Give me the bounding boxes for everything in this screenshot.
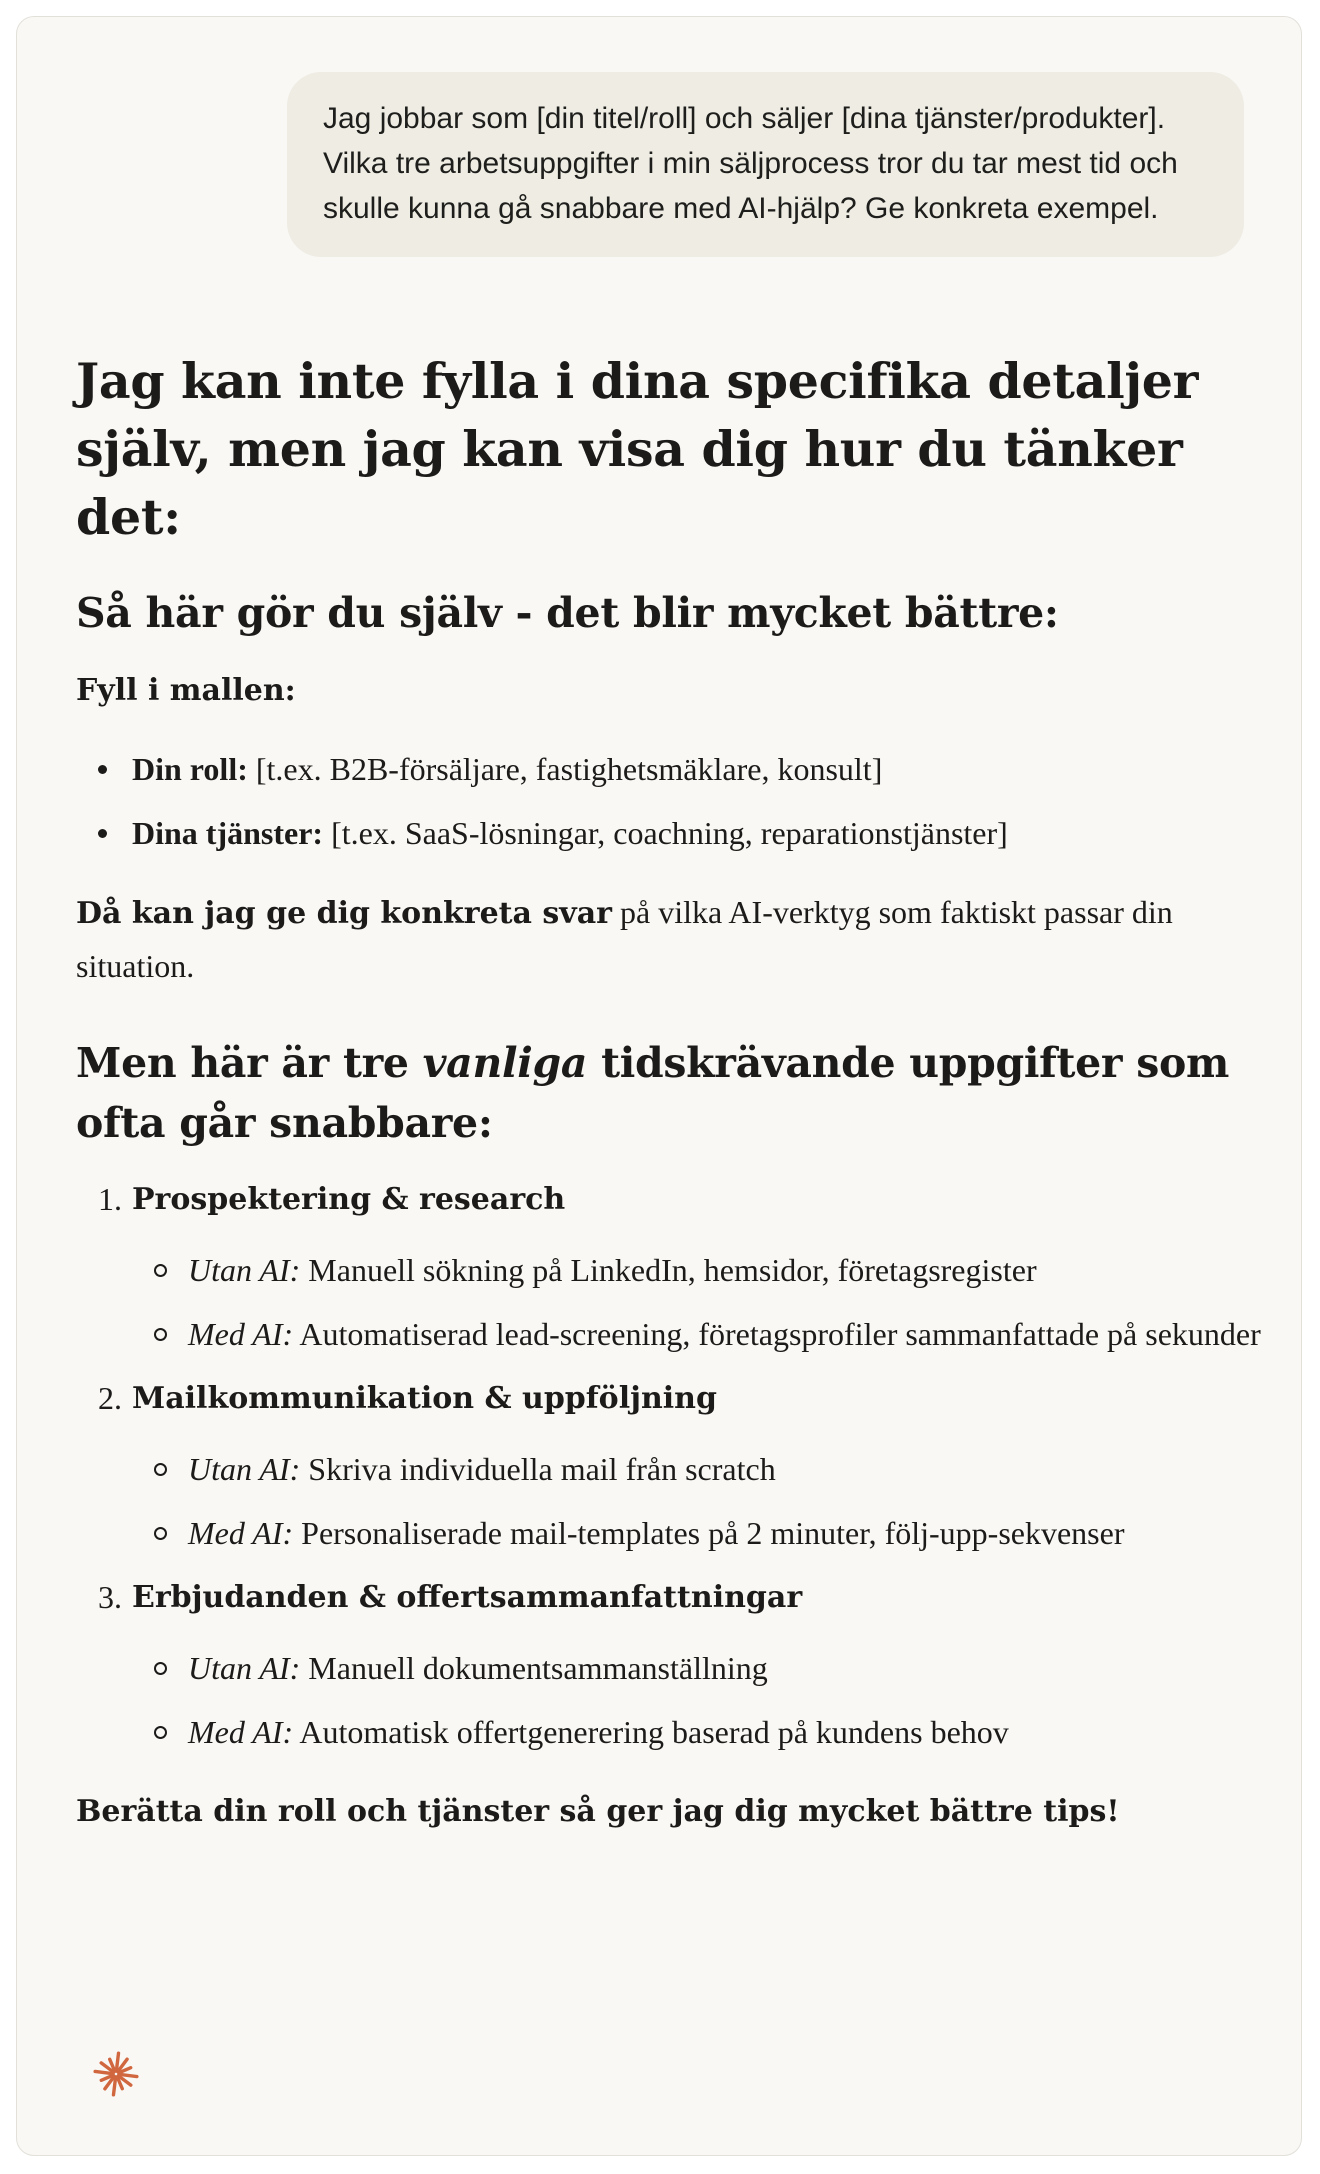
section2-heading-pre: Men här är tre xyxy=(76,1039,423,1087)
user-message-bubble xyxy=(287,72,1244,257)
circle-bullet xyxy=(154,1328,167,1341)
with-ai-text: Personaliserade mail-templates på 2 minuter, följ-upp-sekvenser xyxy=(293,1515,1125,1551)
section2-heading xyxy=(76,1033,1266,1153)
without-ai-text: Skriva individuella mail från scratch xyxy=(300,1451,776,1487)
assistant-response xyxy=(76,347,1266,1838)
conversation-card xyxy=(16,16,1302,2156)
task-item xyxy=(76,1173,1266,1361)
template-bullet-list xyxy=(76,743,1266,860)
task-sub-list xyxy=(132,1244,1266,1361)
task-title: Prospektering & research xyxy=(132,1182,566,1217)
without-ai-label: Utan AI: xyxy=(188,1451,301,1487)
list-item xyxy=(132,743,1266,796)
task-item xyxy=(76,1571,1266,1759)
task-item xyxy=(76,1372,1266,1560)
bullet-label: Din roll: xyxy=(132,751,248,787)
section2-heading-post: tidskrävande uppgifter som ofta går snabbare: xyxy=(76,1039,1230,1147)
conclusion-paragraph xyxy=(76,886,1266,993)
bullet-dot xyxy=(98,765,107,774)
list-item xyxy=(188,1706,1266,1759)
list-item xyxy=(188,1642,1266,1695)
task-number: 2. xyxy=(98,1380,122,1416)
section1-heading: Så här gör du själv - det blir mycket bättre: xyxy=(76,589,1059,637)
section2-heading-em: vanliga xyxy=(422,1039,588,1087)
task-sub-list xyxy=(132,1642,1266,1759)
with-ai-label: Med AI: xyxy=(188,1316,294,1352)
circle-bullet xyxy=(154,1463,167,1476)
task-title: Mailkommunikation & uppföljning xyxy=(132,1381,717,1416)
bullet-text: [t.ex. B2B-försäljare, fastighetsmäklare, konsult] xyxy=(247,751,883,787)
list-item xyxy=(188,1244,1266,1297)
with-ai-text: Automatiserad lead-screening, företagsprofiler sammanfattade på sekunder xyxy=(293,1316,1261,1352)
task-title: Erbjudanden & offertsammanfattningar xyxy=(132,1580,803,1615)
response-heading: Jag kan inte fylla i dina specifika detaljer själv, men jag kan visa dig hur du tänker det: xyxy=(76,352,1199,546)
template-label: Fyll i mallen: xyxy=(76,673,296,708)
without-ai-label: Utan AI: xyxy=(188,1650,301,1686)
without-ai-text: Manuell dokumentsammanställning xyxy=(300,1650,768,1686)
conclusion-text: på vilka AI-verktyg som faktiskt passar din situation. xyxy=(76,894,1173,984)
list-item xyxy=(132,807,1266,860)
without-ai-text: Manuell sökning på LinkedIn, hemsidor, företagsregister xyxy=(300,1252,1037,1288)
circle-bullet xyxy=(154,1264,167,1277)
circle-bullet xyxy=(154,1662,167,1675)
without-ai-label: Utan AI: xyxy=(188,1252,301,1288)
task-number: 1. xyxy=(98,1181,122,1217)
bullet-label: Dina tjänster: xyxy=(132,815,324,851)
conclusion-bold: Då kan jag ge dig konkreta svar xyxy=(76,896,612,931)
task-number: 3. xyxy=(98,1579,122,1615)
final-call-to-action: Berätta din roll och tjänster så ger jag dig mycket bättre tips! xyxy=(76,1794,1120,1829)
circle-bullet xyxy=(154,1726,167,1739)
with-ai-text: Automatisk offertgenerering baserad på kundens behov xyxy=(293,1714,1009,1750)
with-ai-label: Med AI: xyxy=(188,1515,294,1551)
circle-bullet xyxy=(154,1527,167,1540)
list-item xyxy=(188,1443,1266,1496)
task-list xyxy=(76,1173,1266,1759)
task-sub-list xyxy=(132,1443,1266,1560)
list-item xyxy=(188,1507,1266,1560)
bullet-dot xyxy=(98,829,107,838)
user-message-text: Jag jobbar som [din titel/roll] och säljer [dina tjänster/produkter]. Vilka tre arbetsuppgifter i min säljprocess tror du tar mest tid och skulle kunna gå snabbare med AI-hjälp? Ge konkreta exempel. xyxy=(323,102,1178,225)
claude-spark-icon xyxy=(91,2049,141,2099)
bullet-text: [t.ex. SaaS-lösningar, coachning, reparationstjänster] xyxy=(323,815,1008,851)
list-item xyxy=(188,1308,1266,1361)
with-ai-label: Med AI: xyxy=(188,1714,294,1750)
template-label-paragraph xyxy=(76,663,1266,717)
